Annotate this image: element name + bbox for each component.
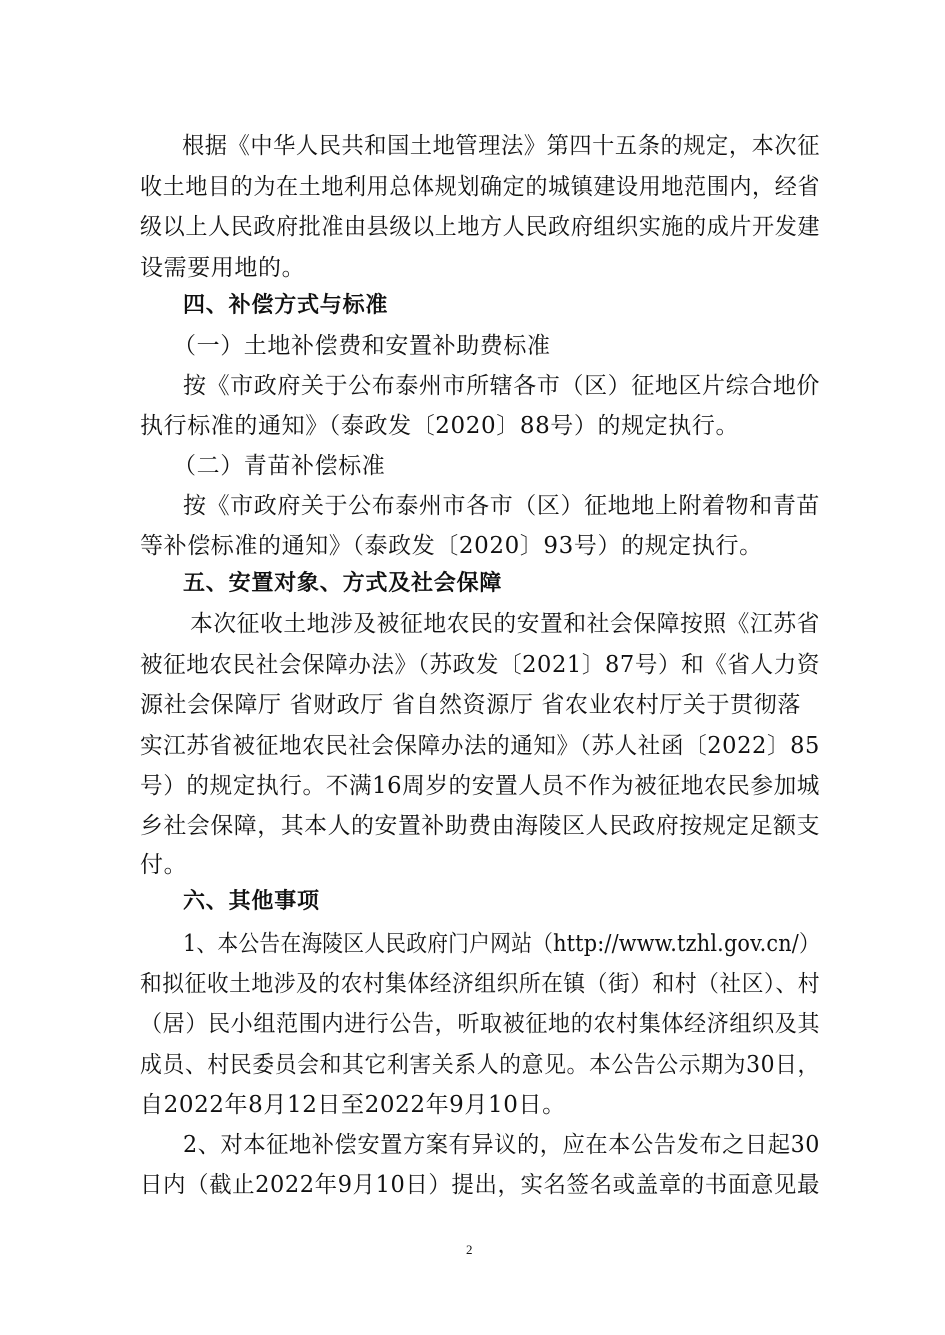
paragraph-line: 本次征收土地涉及被征地农民的安置和社会保障按照《江苏省 xyxy=(190,611,821,637)
paragraph-line: 按《市政府关于公布泰州市所辖各市（区）征地区片综合地价 xyxy=(183,373,821,399)
paragraph-line: 按《市政府关于公布泰州市各市（区）征地地上附着物和青苗 xyxy=(183,493,821,519)
paragraph-line: （居）民小组范围内进行公告，听取被征地的农村集体经济组织及其 xyxy=(140,1011,821,1037)
paragraph-line: 被征地农民社会保障办法》（苏政发〔2021〕87号）和《省人力资 xyxy=(140,652,820,678)
paragraph-line: 成员、村民委员会和其它利害关系人的意见。本公告公示期为30日， xyxy=(140,1052,820,1078)
paragraph-line: 收土地目的为在土地利用总体规划确定的城镇建设用地范围内，经省 xyxy=(140,174,821,200)
paragraph-line: 和拟征收土地涉及的农村集体经济组织所在镇（街）和村（社区）、村 xyxy=(140,971,820,997)
paragraph-line: 实江苏省被征地农民社会保障办法的通知》（苏人社函〔2022〕85 xyxy=(140,733,820,759)
paragraph-line: 等补偿标准的通知》（泰政发〔2020〕93号）的规定执行。 xyxy=(140,533,763,559)
paragraph-line: 号）的规定执行。不满16周岁的安置人员不作为被征地农民参加城 xyxy=(140,773,821,799)
subsection-heading: （二）青苗补偿标准 xyxy=(173,453,386,479)
paragraph-line: 设需要用地的。 xyxy=(140,255,306,281)
paragraph-line: 日内（截止2022年9月10日）提出，实名签名或盖章的书面意见最 xyxy=(140,1172,820,1198)
paragraph-line: 源社会保障厅 省财政厅 省自然资源厅 省农业农村厅关于贯彻落 xyxy=(140,692,801,718)
page-number: 2 xyxy=(466,1242,473,1257)
section-heading: 四、补偿方式与标准 xyxy=(183,293,389,318)
paragraph-line: 自2022年8月12日至2022年9月10日。 xyxy=(140,1092,566,1118)
paragraph-line: 级以上人民政府批准由县级以上地方人民政府组织实施的成片开发建 xyxy=(140,214,821,240)
paragraph-line: 1、本公告在海陵区人民政府门户网站（http://www.tzhl.gov.cn/） xyxy=(183,931,820,957)
paragraph-line: 付。 xyxy=(140,852,188,878)
subsection-heading: （一）土地补偿费和安置补助费标准 xyxy=(173,333,551,359)
paragraph-line: 执行标准的通知》（泰政发〔2020〕88号）的规定执行。 xyxy=(140,413,740,439)
paragraph-line: 乡社会保障，其本人的安置补助费由海陵区人民政府按规定足额支 xyxy=(140,813,821,839)
section-heading: 五、安置对象、方式及社会保障 xyxy=(183,571,503,596)
paragraph-line: 根据《中华人民共和国土地管理法》第四十五条的规定，本次征 xyxy=(182,133,821,159)
section-heading: 六、其他事项 xyxy=(183,889,320,914)
paragraph-line: 2、对本征地补偿安置方案有异议的，应在本公告发布之日起30 xyxy=(183,1132,821,1158)
